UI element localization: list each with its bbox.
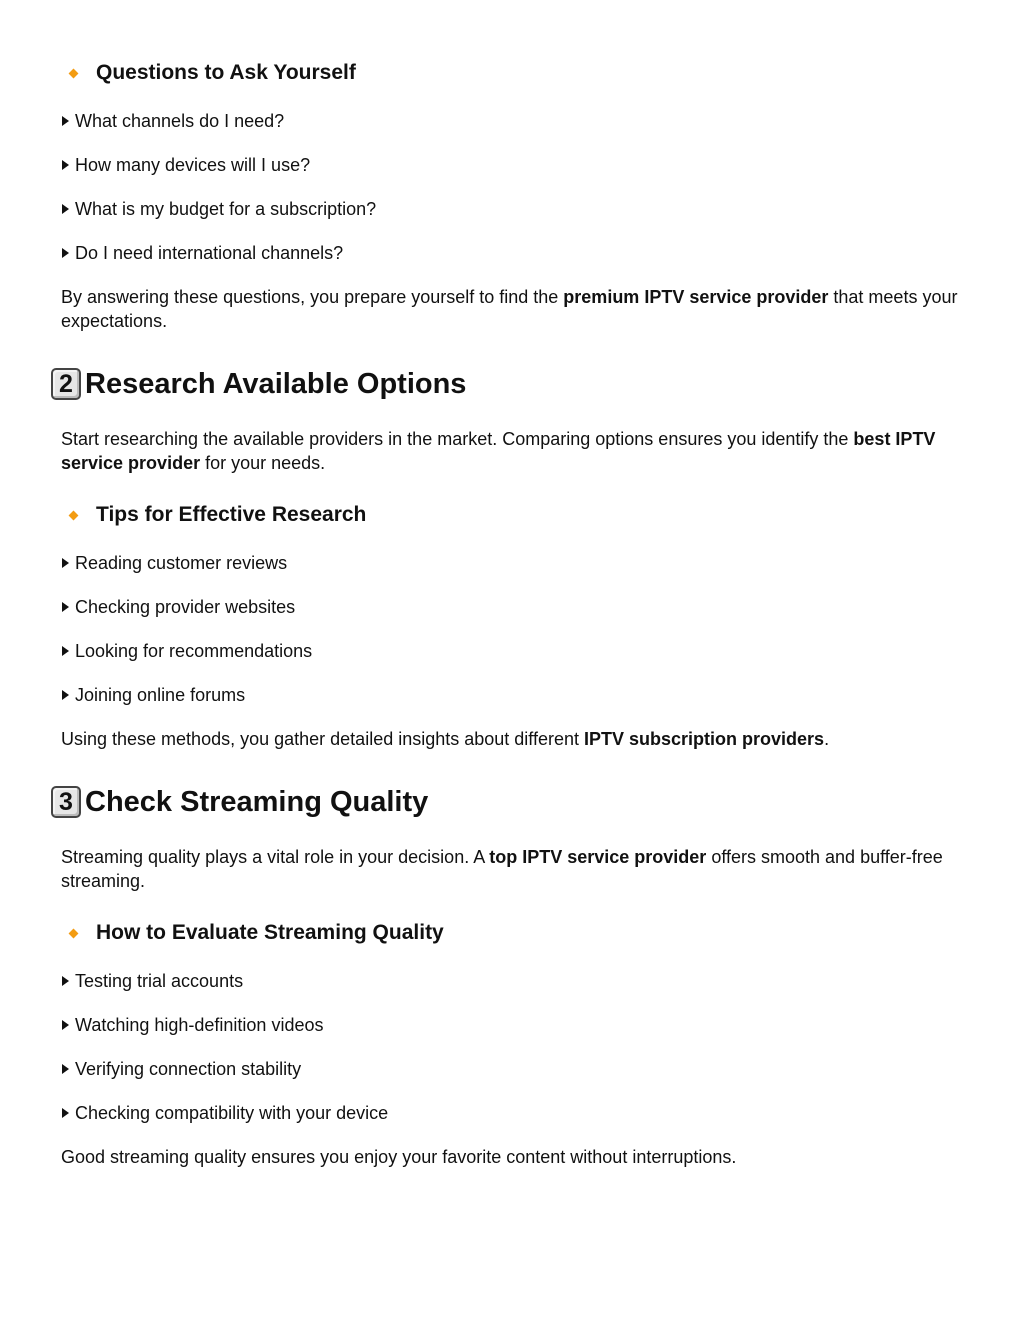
section-heading-research <box>61 366 964 402</box>
list-item-text: Joining online forums <box>75 685 246 705</box>
section-heading-quality <box>61 784 964 820</box>
orange-diamond-icon <box>69 928 79 938</box>
list-item <box>61 969 964 993</box>
evaluate-list <box>61 969 964 1125</box>
paragraph-bold: best IPTV service provider <box>61 429 936 473</box>
orange-diamond-icon <box>69 68 79 78</box>
sub-heading-tips <box>61 501 964 529</box>
paragraph-bold: IPTV subscription providers <box>584 729 825 749</box>
sub-heading-evaluate <box>61 919 964 947</box>
paragraph-text: that meets your expectations. <box>61 287 958 331</box>
paragraph-text: . <box>824 729 830 749</box>
triangle-right-icon <box>62 204 69 214</box>
questions-list <box>61 109 964 265</box>
tips-list <box>61 551 964 707</box>
paragraph-text: Streaming quality plays a vital role in your decision. A <box>61 847 490 867</box>
paragraph-text: offers smooth and buffer-free streaming. <box>61 847 943 891</box>
list-item-text: Checking compatibility with your device <box>75 1103 389 1123</box>
list-item <box>61 241 964 265</box>
paragraph-text: for your needs. <box>200 453 326 473</box>
paragraph-text: Start researching the available providers in the market. Comparing options ensures you identify the <box>61 429 854 449</box>
paragraph-bold: premium IPTV service provider <box>563 287 829 307</box>
triangle-right-icon <box>62 976 69 986</box>
triangle-right-icon <box>62 1064 69 1074</box>
keycap-digit-icon: 3 <box>51 786 81 818</box>
triangle-right-icon <box>62 248 69 258</box>
triangle-right-icon <box>62 116 69 126</box>
quality-intro <box>61 845 964 893</box>
list-item-text: Watching high-definition videos <box>75 1015 324 1035</box>
list-item <box>61 595 964 619</box>
sub-heading-questions <box>61 59 964 87</box>
sub-heading-text: Tips for Effective Research <box>96 503 367 526</box>
list-item-text: What channels do I need? <box>75 111 285 131</box>
list-item <box>61 153 964 177</box>
paragraph-bold: top IPTV service provider <box>489 847 707 867</box>
list-item-text: Looking for recommendations <box>75 641 313 661</box>
triangle-right-icon <box>62 160 69 170</box>
triangle-right-icon <box>62 1108 69 1118</box>
list-item-text: Do I need international channels? <box>75 243 344 263</box>
orange-diamond-icon <box>69 510 79 520</box>
list-item-text: How many devices will I use? <box>75 155 311 175</box>
list-item-text: Testing trial accounts <box>75 971 244 991</box>
list-item <box>61 197 964 221</box>
list-item <box>61 1013 964 1037</box>
triangle-right-icon <box>62 1020 69 1030</box>
triangle-right-icon <box>62 690 69 700</box>
list-item <box>61 639 964 663</box>
list-item <box>61 683 964 707</box>
paragraph-text: By answering these questions, you prepare yourself to find the <box>61 287 564 307</box>
list-item-text: Checking provider websites <box>75 597 296 617</box>
section-title: Research Available Options <box>85 368 467 400</box>
triangle-right-icon <box>62 646 69 656</box>
triangle-right-icon <box>62 558 69 568</box>
list-item <box>61 551 964 575</box>
quality-outro: Good streaming quality ensures you enjoy your favorite content without interruptions. <box>61 1147 737 1167</box>
triangle-right-icon <box>62 602 69 612</box>
list-item-text: Verifying connection stability <box>75 1059 302 1079</box>
section-title: Check Streaming Quality <box>85 786 429 818</box>
list-item <box>61 1101 964 1125</box>
keycap-digit-icon: 2 <box>51 368 81 400</box>
list-item <box>61 109 964 133</box>
research-outro <box>61 727 964 751</box>
list-item-text: Reading customer reviews <box>75 553 288 573</box>
sub-heading-text: How to Evaluate Streaming Quality <box>96 921 444 944</box>
list-item-text: What is my budget for a subscription? <box>75 199 377 219</box>
list-item <box>61 1057 964 1081</box>
paragraph-text: Using these methods, you gather detailed insights about different <box>61 729 585 749</box>
questions-paragraph <box>61 285 964 333</box>
sub-heading-text: Questions to Ask Yourself <box>96 61 356 84</box>
research-intro <box>61 427 964 475</box>
